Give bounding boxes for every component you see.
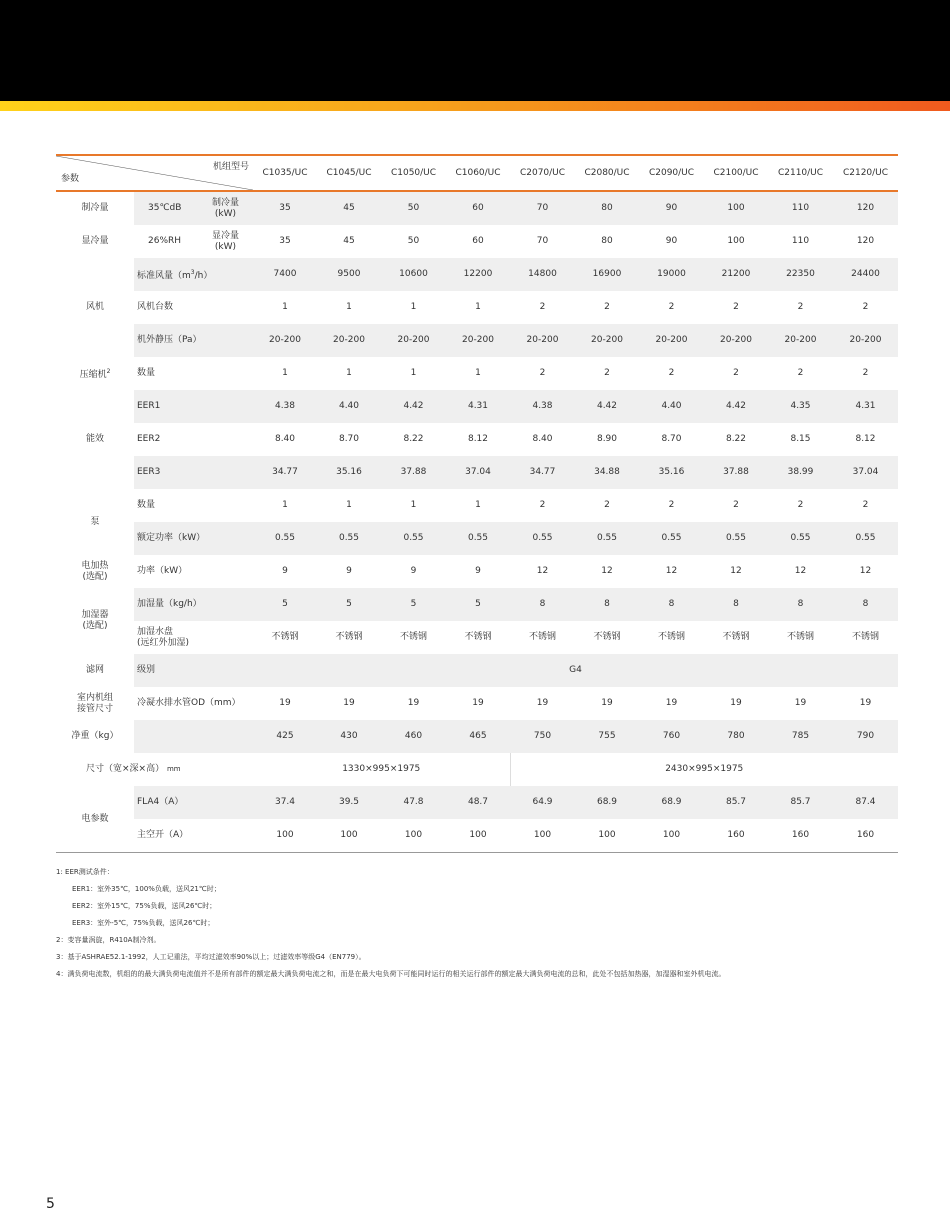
corner-model-label: 机组型号 xyxy=(212,162,249,172)
value-cell: 19 xyxy=(665,698,678,708)
value-cell: 1 xyxy=(410,500,417,510)
value-cell: 不锈钢 xyxy=(657,632,685,642)
value-cell: 不锈钢 xyxy=(528,632,556,642)
cat-humidifier: 加湿器 (选配) xyxy=(56,588,134,654)
value-cell: 20-200 xyxy=(381,324,446,357)
value-cell: 19 xyxy=(472,698,484,708)
value-cell: 9 xyxy=(282,566,288,576)
cat-efficiency: 能效 xyxy=(56,390,134,489)
row-compressor xyxy=(56,357,898,390)
value-cell: 5 xyxy=(253,588,317,621)
value-cell: 2 xyxy=(539,500,546,510)
value-cell: 8.90 xyxy=(596,434,618,444)
value-cell: 1 xyxy=(475,302,481,312)
value-cell: 19 xyxy=(601,698,613,708)
value-cell: 8.40 xyxy=(532,434,553,444)
footnote: EER2：室外15℃，75%负载，送风26℃时； xyxy=(72,902,217,910)
value-cell: 8.15 xyxy=(790,434,811,444)
value-cell: 430 xyxy=(317,720,381,753)
value-cell: 100 xyxy=(404,830,423,840)
fan-count-label: 风机台数 xyxy=(137,302,174,312)
filter-label: 级别 xyxy=(134,654,253,687)
value-cell: 60 xyxy=(446,191,510,225)
cat-cooling: 制冷量 xyxy=(81,203,109,213)
value-cell: 20-200 xyxy=(639,324,704,357)
cat-filter: 滤网 xyxy=(56,654,134,687)
value-cell: 100 xyxy=(598,830,616,840)
value-cell: 48.7 xyxy=(446,786,510,819)
value-cell: 160 xyxy=(727,830,745,840)
row-cooling xyxy=(56,191,898,225)
breaker-label: 主空开（A） xyxy=(137,830,189,840)
compressor-label: 数量 xyxy=(137,368,156,378)
value-cell: 34.77 xyxy=(253,456,317,489)
piping-label: 冷凝水排水管OD（mm） xyxy=(137,698,241,708)
value-cell: 1 xyxy=(282,500,288,510)
value-cell: 110 xyxy=(768,191,833,225)
row-heater xyxy=(56,555,898,588)
spec-table xyxy=(56,154,898,853)
value-cell: 19 xyxy=(794,698,807,708)
value-cell: 465 xyxy=(446,720,510,753)
value-cell: 2 xyxy=(733,302,739,312)
value-cell: 0.55 xyxy=(510,522,575,555)
value-cell: 20-200 xyxy=(768,324,833,357)
value-cell: 35.16 xyxy=(317,456,381,489)
top-black-band xyxy=(0,0,950,101)
value-cell: 2 xyxy=(604,368,610,378)
pump-power-label: 额定功率（kW） xyxy=(134,522,253,555)
value-cell: 2 xyxy=(668,302,675,312)
value-cell: 20-200 xyxy=(704,324,768,357)
value-cell: 5 xyxy=(381,588,446,621)
value-cell: 100 xyxy=(340,830,358,840)
model-header: C1050/UC xyxy=(381,155,446,191)
cat-pump: 泵 xyxy=(90,516,100,527)
footnote: 2：变容量涡旋，R410A制冷剂。 xyxy=(56,936,161,944)
cat-fan: 风机 xyxy=(56,258,134,357)
value-cell: 2 xyxy=(797,368,804,378)
row-fan-pressure xyxy=(56,324,898,357)
compressor-cat-text: 压缩机 xyxy=(79,370,107,380)
footnote: 1: EER测试条件： xyxy=(56,868,114,876)
value-cell: 1 xyxy=(282,302,288,312)
size-value-a: 1330×995×1975 xyxy=(253,753,510,786)
value-cell: 37.88 xyxy=(381,456,446,489)
value-cell: 2 xyxy=(862,302,869,312)
value-cell: 70 xyxy=(510,191,575,225)
size-cat-text: 尺寸（宽×深×高） xyxy=(86,764,165,774)
model-header: C2090/UC xyxy=(639,155,704,191)
value-cell: 4.40 xyxy=(639,390,704,423)
value-cell: 1 xyxy=(282,368,288,378)
value-cell: 8.70 xyxy=(338,434,360,444)
value-cell: 不锈钢 xyxy=(399,632,427,642)
value-cell: 2 xyxy=(862,500,869,510)
cat-piping: 室内机组 接管尺寸 xyxy=(76,692,113,714)
value-cell: 4.38 xyxy=(253,390,317,423)
value-cell: 10600 xyxy=(381,258,446,291)
heater-label: 功率（kW） xyxy=(137,566,188,576)
value-cell: 85.7 xyxy=(768,786,833,819)
value-cell: 760 xyxy=(639,720,704,753)
model-header: C2100/UC xyxy=(704,155,768,191)
value-cell: 8 xyxy=(510,588,575,621)
value-cell: 不锈钢 xyxy=(335,632,363,642)
value-cell: 8 xyxy=(768,588,833,621)
value-cell: 19 xyxy=(343,698,355,708)
cat-compressor xyxy=(56,357,134,390)
value-cell: 4.35 xyxy=(768,390,833,423)
model-header: C2070/UC xyxy=(510,155,575,191)
value-cell: 64.9 xyxy=(510,786,575,819)
value-cell: 8 xyxy=(833,588,898,621)
value-cell: 2 xyxy=(862,368,869,378)
row-sensible xyxy=(56,225,898,258)
value-cell: 2 xyxy=(604,500,610,510)
value-cell: 70 xyxy=(536,236,549,246)
value-cell: 80 xyxy=(601,236,613,246)
cat-sensible: 显冷量 xyxy=(81,236,109,246)
value-cell: 90 xyxy=(639,191,704,225)
value-cell: 2 xyxy=(604,302,610,312)
value-cell: 19 xyxy=(859,698,872,708)
value-cell: 8.22 xyxy=(725,434,747,444)
value-cell: 0.55 xyxy=(446,522,510,555)
size-value-b: 2430×995×1975 xyxy=(665,764,744,774)
value-cell: 12 xyxy=(601,566,613,576)
value-cell: 24400 xyxy=(833,258,898,291)
model-header: C1060/UC xyxy=(446,155,510,191)
value-cell: 1 xyxy=(346,500,352,510)
value-cell: 4.42 xyxy=(381,390,446,423)
row-fan-airflow xyxy=(56,258,898,291)
value-cell: 37.4 xyxy=(253,786,317,819)
value-cell: 425 xyxy=(253,720,317,753)
value-cell: 8.22 xyxy=(403,434,424,444)
value-cell: 100 xyxy=(533,830,552,840)
value-cell: 8.12 xyxy=(855,434,876,444)
value-cell: 7400 xyxy=(253,258,317,291)
value-cell: 2 xyxy=(668,368,675,378)
value-cell: 110 xyxy=(791,236,810,246)
value-cell: 8.12 xyxy=(467,434,489,444)
value-cell: 90 xyxy=(665,236,678,246)
value-cell: 不锈钢 xyxy=(464,632,492,642)
value-cell: 80 xyxy=(575,191,639,225)
value-cell: 22350 xyxy=(768,258,833,291)
footnote: 4：满负荷电流数，机组的的最大满负荷电流值并不是所有部件的额定最大满负荷电流之和，而是在最大电负荷下可能同时运行的相关运行部件的额定最大满负荷电流的总和，此处不包括加热器，加湿器和室外机电流。 xyxy=(56,970,726,978)
value-cell: 19000 xyxy=(639,258,704,291)
value-cell: 12 xyxy=(859,566,872,576)
value-cell: 35 xyxy=(279,236,291,246)
model-header: C2110/UC xyxy=(768,155,833,191)
value-cell: 60 xyxy=(472,236,484,246)
value-cell: 12200 xyxy=(446,258,510,291)
value-cell: 不锈钢 xyxy=(271,632,299,642)
value-cell: 20-200 xyxy=(510,324,575,357)
row-piping xyxy=(56,687,898,720)
value-cell: 1 xyxy=(410,302,417,312)
row-eer1 xyxy=(56,390,898,423)
value-cell: 不锈钢 xyxy=(786,632,814,642)
value-cell: 0.55 xyxy=(575,522,639,555)
value-cell: 20-200 xyxy=(833,324,898,357)
eer2-label: EER2 xyxy=(137,434,161,444)
value-cell: 45 xyxy=(343,236,355,246)
value-cell: 2 xyxy=(733,500,739,510)
value-cell: 35 xyxy=(253,191,317,225)
value-cell: 5 xyxy=(317,588,381,621)
model-header: C1045/UC xyxy=(317,155,381,191)
fan-airflow-label xyxy=(134,258,253,291)
row-humidifier-tray xyxy=(56,621,898,654)
accent-gradient-bar xyxy=(0,101,950,111)
value-cell: 4.40 xyxy=(317,390,381,423)
value-cell: 2 xyxy=(797,302,804,312)
value-cell: 9 xyxy=(346,566,352,576)
value-cell: 9 xyxy=(410,566,417,576)
value-cell: 2 xyxy=(733,368,739,378)
value-cell: 45 xyxy=(317,191,381,225)
value-cell: 34.77 xyxy=(510,456,575,489)
eer3-label: EER3 xyxy=(134,456,253,489)
value-cell: 50 xyxy=(381,191,446,225)
value-cell: 1 xyxy=(475,368,481,378)
sensible-condition: 26%RH xyxy=(148,236,182,246)
sensible-unit: 显冷量 (kW) xyxy=(211,230,239,252)
row-fla xyxy=(56,786,898,819)
value-cell: 4.42 xyxy=(575,390,639,423)
value-cell: 4.31 xyxy=(833,390,898,423)
corner-param-label: 参数 xyxy=(61,174,80,184)
value-cell: 460 xyxy=(381,720,446,753)
footnote: EER1：室外35℃，100%负载，送风21℃时； xyxy=(72,885,221,893)
value-cell: 100 xyxy=(276,830,294,840)
row-pump-power xyxy=(56,522,898,555)
value-cell: 8 xyxy=(575,588,639,621)
value-cell: 0.55 xyxy=(704,522,768,555)
fla-label: FLA4（A） xyxy=(134,786,253,819)
value-cell: 38.99 xyxy=(768,456,833,489)
value-cell: 不锈钢 xyxy=(722,632,750,642)
value-cell: 4.38 xyxy=(510,390,575,423)
filter-value: G4 xyxy=(253,654,898,687)
value-cell: 12 xyxy=(665,566,678,576)
model-header: C1035/UC xyxy=(253,155,317,191)
value-cell: 87.4 xyxy=(833,786,898,819)
value-cell: 37.04 xyxy=(446,456,510,489)
header-row xyxy=(56,155,898,191)
value-cell: 160 xyxy=(791,830,810,840)
value-cell: 1 xyxy=(346,302,352,312)
weight-blank xyxy=(134,720,253,753)
value-cell: 750 xyxy=(510,720,575,753)
value-cell: 4.31 xyxy=(446,390,510,423)
value-cell: 1 xyxy=(475,500,481,510)
cat-heater: 电加热 (选配) xyxy=(81,560,109,582)
value-cell: 37.04 xyxy=(833,456,898,489)
value-cell: 50 xyxy=(407,236,420,246)
value-cell: 2 xyxy=(539,302,546,312)
value-cell: 1 xyxy=(410,368,417,378)
row-breaker xyxy=(56,819,898,853)
value-cell: 68.9 xyxy=(639,786,704,819)
pump-count-label: 数量 xyxy=(137,500,156,510)
row-eer3 xyxy=(56,456,898,489)
cat-size xyxy=(56,753,253,786)
airflow-label-end: /h） xyxy=(194,271,213,281)
value-cell: 21200 xyxy=(704,258,768,291)
value-cell: 35.16 xyxy=(639,456,704,489)
model-header: C2120/UC xyxy=(833,155,898,191)
airflow-sup: 3 xyxy=(190,269,195,276)
value-cell: 20-200 xyxy=(317,324,381,357)
value-cell: 100 xyxy=(469,830,487,840)
value-cell: 780 xyxy=(704,720,768,753)
value-cell: 755 xyxy=(575,720,639,753)
size-unit: mm xyxy=(166,765,181,773)
row-size xyxy=(56,753,898,786)
value-cell: 20-200 xyxy=(575,324,639,357)
value-cell: 120 xyxy=(856,236,875,246)
value-cell: 5 xyxy=(446,588,510,621)
value-cell: 2 xyxy=(539,368,546,378)
row-humidifier-amount xyxy=(56,588,898,621)
value-cell: 8 xyxy=(639,588,704,621)
value-cell: 0.55 xyxy=(317,522,381,555)
value-cell: 不锈钢 xyxy=(593,632,621,642)
value-cell: 0.55 xyxy=(768,522,833,555)
value-cell: 0.55 xyxy=(381,522,446,555)
value-cell: 0.55 xyxy=(253,522,317,555)
value-cell: 47.8 xyxy=(381,786,446,819)
value-cell: 34.88 xyxy=(575,456,639,489)
humidifier-amount-label: 加湿量（kg/h） xyxy=(134,588,253,621)
row-pump-count xyxy=(56,489,898,522)
value-cell: 12 xyxy=(794,566,807,576)
footnote: EER3：室外-5℃，75%负载，送风26℃时； xyxy=(72,919,215,927)
value-cell: 8.40 xyxy=(274,434,296,444)
value-cell: 4.42 xyxy=(704,390,768,423)
row-filter xyxy=(56,654,898,687)
value-cell: 1 xyxy=(346,368,352,378)
value-cell: 14800 xyxy=(510,258,575,291)
value-cell: 85.7 xyxy=(704,786,768,819)
value-cell: 20-200 xyxy=(446,324,510,357)
row-eer2 xyxy=(56,423,898,456)
fan-pressure-label: 机外静压（Pa） xyxy=(134,324,253,357)
footnotes xyxy=(56,866,916,985)
cooling-cond-cell xyxy=(134,191,253,225)
cat-weight: 净重（kg） xyxy=(56,720,134,753)
value-cell: 12 xyxy=(536,566,549,576)
sensible-cond-cell xyxy=(134,225,253,258)
value-cell: 785 xyxy=(768,720,833,753)
cooling-condition: 35℃dB xyxy=(148,203,182,213)
value-cell: 0.55 xyxy=(833,522,898,555)
footnote: 3：基于ASHRAE52.1-1992，人工记重法，平均过滤效率90%以上；过滤效率等级G4（EN779）。 xyxy=(56,953,366,961)
value-cell: 100 xyxy=(662,830,681,840)
eer1-label: EER1 xyxy=(134,390,253,423)
cooling-unit: 制冷量 (kW) xyxy=(211,197,239,219)
humidifier-tray-label: 加湿水盘 (远红外加湿) xyxy=(137,626,190,648)
value-cell: 9500 xyxy=(317,258,381,291)
value-cell: 8.70 xyxy=(661,434,682,444)
value-cell: 2 xyxy=(668,500,675,510)
value-cell: 120 xyxy=(833,191,898,225)
value-cell: 2 xyxy=(797,500,804,510)
value-cell: 19 xyxy=(536,698,549,708)
airflow-label-text: 标准风量（m xyxy=(137,271,191,281)
value-cell: 100 xyxy=(727,236,745,246)
value-cell: 12 xyxy=(730,566,742,576)
value-cell: 160 xyxy=(856,830,875,840)
value-cell: 37.88 xyxy=(704,456,768,489)
cat-electrical: 电参数 xyxy=(56,786,134,853)
value-cell: 19 xyxy=(730,698,742,708)
value-cell: 100 xyxy=(704,191,768,225)
page-number: 5 xyxy=(46,1196,55,1212)
value-cell: 19 xyxy=(407,698,420,708)
value-cell: 790 xyxy=(833,720,898,753)
corner-cell xyxy=(56,155,253,191)
value-cell: 68.9 xyxy=(575,786,639,819)
value-cell: 19 xyxy=(279,698,291,708)
value-cell: 0.55 xyxy=(639,522,704,555)
row-fan-count xyxy=(56,291,898,324)
value-cell: 39.5 xyxy=(317,786,381,819)
value-cell: 20-200 xyxy=(253,324,317,357)
row-weight xyxy=(56,720,898,753)
value-cell: 不锈钢 xyxy=(851,632,879,642)
model-header: C2080/UC xyxy=(575,155,639,191)
compressor-sup: 2 xyxy=(106,368,111,375)
value-cell: 16900 xyxy=(575,258,639,291)
value-cell: 9 xyxy=(475,566,481,576)
value-cell: 8 xyxy=(704,588,768,621)
